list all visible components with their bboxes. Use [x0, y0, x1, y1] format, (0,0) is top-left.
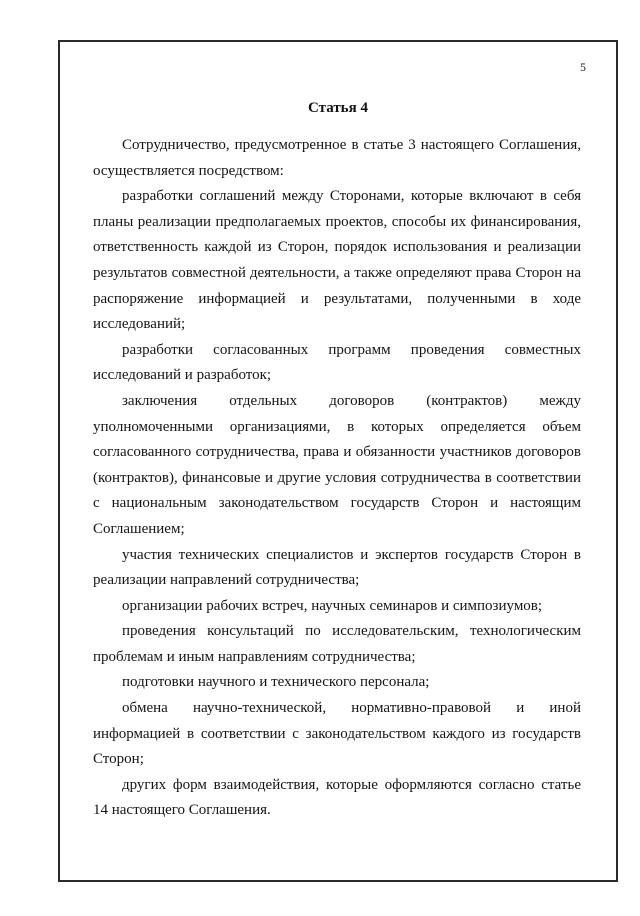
article-body — [93, 133, 581, 824]
paragraph: обмена научно-технической, нормативно-правовой и иной информацией в соответствии с законодательством каждого из государств Сторон; — [93, 700, 581, 768]
paragraph: разработки соглашений между Сторонами, которые включают в себя планы реализации предполагаемых проектов, способы их финансирования, ответственность каждой из Сторон, порядок использования и реализации результатов совместной деятельности, а также определяют права Сторон на распоряжение информацией и результатами, полученными в ходе исследований; — [93, 188, 581, 333]
paragraph: организации рабочих встреч, научных семинаров и симпозиумов; — [122, 597, 543, 614]
paragraph: разработки согласованных программ проведения совместных исследований и разработок; — [93, 341, 581, 384]
paragraph: подготовки научного и технического персонала; — [122, 674, 430, 691]
paragraph: участия технических специалистов и экспертов государств Сторон в реализации направлений сотрудничества; — [93, 546, 581, 589]
article-title: Статья 4 — [308, 100, 368, 116]
paragraph: проведения консультаций по исследовательским, технологическим проблемам и иным направлениям сотрудничества; — [93, 623, 581, 665]
paragraph: других форм взаимодействия, которые оформляются согласно статье 14 настоящего Соглашения. — [93, 776, 581, 819]
page-number: 5 — [580, 60, 586, 74]
paragraph: Сотрудничество, предусмотренное в статье 3 настоящего Соглашения, осуществляется посредством: — [93, 137, 581, 179]
paragraph: заключения отдельных договоров (контрактов) между уполномоченными организациями, в которых определяется объем согласованного сотрудничества, права и обязанности участников договоров (контрактов), финансовые и другие условия сотрудничества в соответствии с национальным законодательством государств Сторон и настоящим Соглашением; — [93, 392, 581, 537]
